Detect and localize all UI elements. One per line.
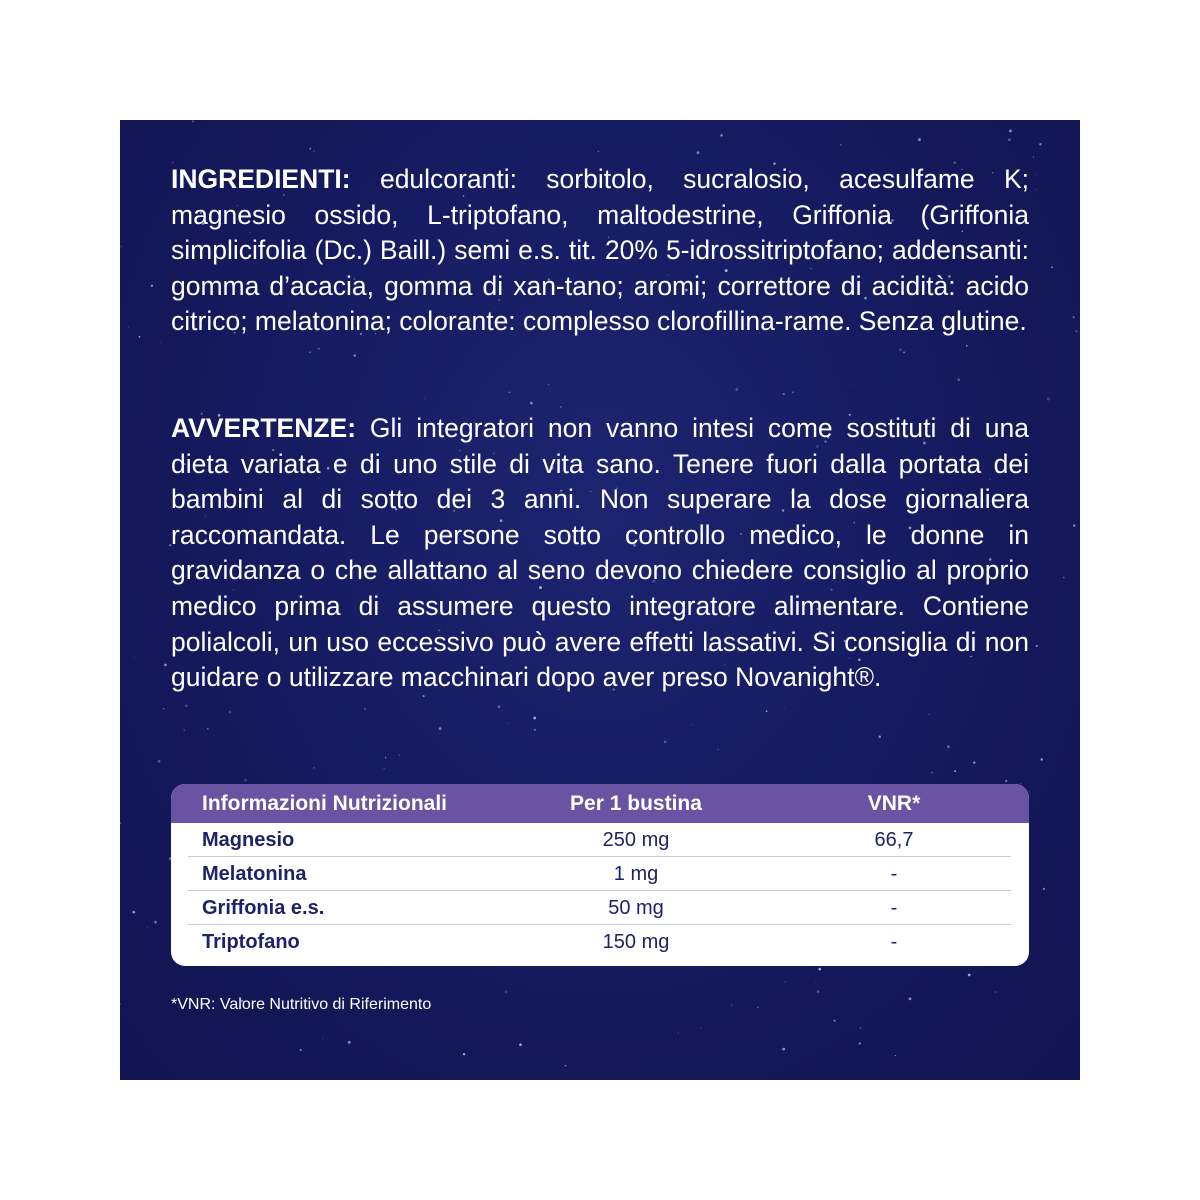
star-dot: [909, 997, 912, 1000]
row-vnr: -: [890, 931, 898, 953]
star-dot: [834, 1020, 836, 1022]
star-dot: [785, 981, 786, 982]
star-dot: [766, 710, 768, 712]
star-dot: [815, 982, 816, 983]
star-dot: [784, 707, 785, 708]
star-dot: [700, 1027, 701, 1028]
row-vnr: 66,7: [874, 829, 914, 851]
star-dot: [1063, 577, 1064, 578]
star-dot: [183, 729, 185, 731]
star-dot: [147, 926, 148, 927]
star-dot: [947, 745, 950, 748]
star-dot: [958, 379, 960, 381]
header-vnr: VNR*: [867, 792, 921, 815]
warnings-text: Gli integratori non vanno intesi come sostituti di una dieta variata e di uno stile di vita sano. Tenere fuori dalla portata dei bambini al di sotto dei 3 anni. Non superare la dose giornaliera raccomandata. Le persone sotto controllo medico, le donne in gravidanza o che allattano al seno devono chiedere consiglio al proprio medico prima di assumere questo integratore alimentare. Contiene polialcoli, un uso eccessivo può avere effetti lassativi. Si consiglia di non guidare o utilizzare macchinari dopo aver preso Novanight®.: [171, 413, 1029, 693]
star-dot: [151, 285, 153, 287]
table-row: [171, 925, 1029, 958]
star-dot: [424, 398, 425, 399]
star-dot: [192, 120, 194, 122]
row-name: Magnesio: [202, 829, 295, 851]
star-dot: [966, 345, 968, 347]
star-dot: [534, 729, 536, 731]
star-dot: [120, 822, 121, 824]
star-dot: [530, 402, 533, 405]
star-dot: [533, 717, 536, 720]
table-row: [171, 823, 1029, 856]
star-dot: [318, 347, 321, 350]
ingredients-text: edulcoranti: sorbitolo, sucralosio, acesulfame K; magnesio ossido, L-triptofano, maltodestrine, Griffonia (Griffonia simplicifolia (Dc.) Baill.) semi e.s. tit. 20% 5-idrossitriptofano; addensanti: gomma d’acacia, gomma di xan-tano; aromi; correttore di acidità: acido citrico; melatonina; colorante: complesso clorofillina-rame. Senza glutine.: [171, 164, 1029, 337]
table-row: [171, 857, 1029, 890]
vnr-footnote: *VNR: Valore Nutritivo di Riferimento: [171, 996, 432, 1013]
row-vnr: -: [890, 897, 898, 919]
star-dot: [973, 761, 975, 763]
star-dot: [954, 770, 956, 772]
star-dot: [505, 991, 508, 994]
star-dot: [1039, 143, 1041, 145]
star-dot: [128, 327, 129, 328]
header-per-sachet: Per 1 bustina: [570, 792, 702, 815]
header-nutrition-info: Informazioni Nutrizionali: [202, 792, 447, 815]
star-dot: [879, 736, 881, 738]
star-dot: [968, 974, 971, 977]
star-dot: [160, 342, 161, 343]
star-dot: [757, 1006, 759, 1008]
ingredients-paragraph: [171, 162, 1029, 340]
table-row: [171, 891, 1029, 924]
star-dot: [1009, 129, 1012, 132]
star-dot: [508, 723, 509, 724]
star-dot: [163, 708, 164, 709]
star-dot: [322, 1038, 323, 1039]
star-dot: [519, 1043, 522, 1046]
star-dot: [164, 664, 167, 667]
star-dot: [1073, 525, 1075, 527]
row-name: Melatonina: [202, 863, 307, 885]
star-dot: [120, 246, 122, 248]
star-dot: [498, 705, 501, 708]
star-dot: [1036, 645, 1038, 647]
row-name: Triptofano: [202, 931, 300, 953]
star-dot: [1040, 758, 1042, 760]
star-dot: [207, 728, 209, 730]
star-dot: [229, 711, 231, 713]
star-dot: [860, 1027, 862, 1029]
row-amount: 250 mg: [602, 829, 670, 851]
star-dot: [859, 1042, 861, 1044]
star-dot: [509, 392, 511, 394]
star-dot: [818, 968, 821, 971]
star-dot: [139, 336, 141, 338]
star-dot: [731, 1005, 732, 1006]
star-dot: [664, 741, 667, 744]
star-dot: [895, 1055, 896, 1056]
star-dot: [1043, 888, 1045, 890]
star-dot: [560, 406, 561, 407]
star-dot: [995, 991, 997, 993]
star-dot: [185, 704, 188, 707]
row-name: Griffonia e.s.: [202, 897, 325, 919]
star-dot: [364, 708, 366, 710]
star-dot: [313, 767, 314, 768]
star-dot: [782, 1048, 785, 1051]
nutrition-table: [171, 784, 1029, 966]
star-dot: [1005, 780, 1007, 782]
star-dot: [134, 657, 135, 658]
star-dot: [1008, 138, 1011, 141]
star-dot: [244, 779, 247, 782]
star-dot: [918, 138, 921, 141]
star-dot: [929, 714, 930, 715]
row-amount: 150 mg: [602, 931, 670, 953]
star-dot: [1051, 266, 1053, 268]
star-dot: [439, 727, 442, 730]
star-dot: [383, 768, 385, 770]
star-dot: [692, 724, 693, 725]
star-dot: [718, 749, 719, 750]
star-dot: [899, 349, 902, 352]
star-dot: [463, 1053, 465, 1055]
star-dot: [385, 757, 386, 758]
star-dot: [399, 755, 400, 756]
star-dot: [850, 384, 851, 385]
star-dot: [548, 384, 549, 385]
star-dot: [678, 1032, 679, 1033]
star-dot: [300, 1049, 302, 1051]
star-dot: [792, 391, 794, 393]
warnings-paragraph: [171, 411, 1029, 696]
star-dot: [309, 148, 311, 150]
row-amount: 50 mg: [608, 897, 664, 919]
row-amount: 1 mg: [613, 863, 659, 885]
star-dot: [154, 921, 157, 924]
star-dot: [120, 1003, 121, 1004]
star-dot: [1036, 174, 1037, 175]
star-dot: [158, 760, 161, 763]
star-dot: [697, 151, 700, 154]
star-dot: [309, 351, 311, 353]
warnings-label: AVVERTENZE:: [171, 413, 357, 443]
star-dot: [783, 393, 785, 395]
star-dot: [598, 151, 599, 152]
star-dot: [840, 144, 841, 145]
row-vnr: -: [890, 863, 898, 885]
star-dot: [903, 351, 905, 353]
star-dot: [931, 772, 933, 774]
star-dot: [1072, 316, 1074, 318]
ingredients-label: INGREDIENTI:: [171, 164, 351, 194]
star-dot: [1075, 330, 1077, 332]
star-dot: [817, 990, 820, 993]
star-dot: [720, 134, 723, 137]
star-dot: [354, 354, 356, 356]
star-dot: [1033, 156, 1034, 157]
star-dot: [1047, 398, 1050, 401]
label-panel: [120, 120, 1080, 1080]
star-dot: [348, 1041, 351, 1044]
star-dot: [735, 388, 738, 391]
star-dot: [565, 1065, 567, 1067]
star-dot: [313, 151, 314, 152]
star-dot: [1035, 189, 1036, 190]
nutrition-table-header: [171, 784, 1029, 823]
star-dot: [132, 911, 135, 914]
